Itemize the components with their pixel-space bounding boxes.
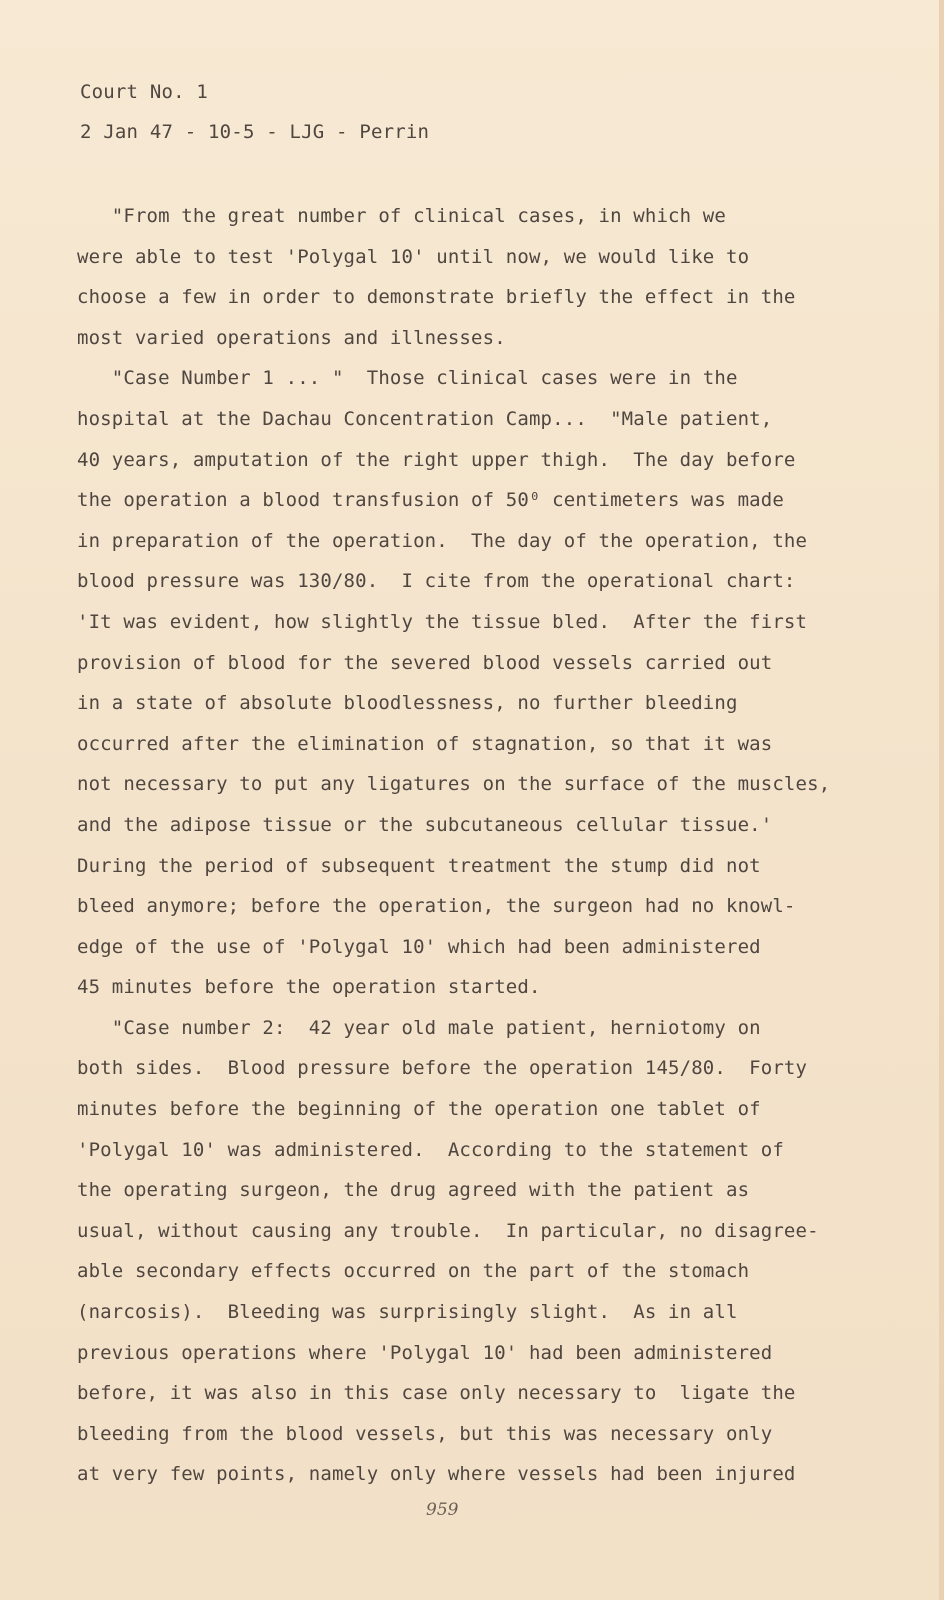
text-line: occurred after the elimination of stagnation, so that it was bbox=[77, 732, 773, 755]
text-line: 45 minutes before the operation started. bbox=[77, 976, 541, 999]
text-line: minutes before the beginning of the operation one tablet of bbox=[77, 1098, 761, 1121]
text-line: blood pressure was 130/80. I cite from the operational chart: bbox=[77, 570, 796, 593]
document-body bbox=[77, 196, 927, 1495]
text-line: 'Polygal 10' was administered. According to the statement of bbox=[77, 1138, 784, 1161]
text-line: the operating surgeon, the drug agreed with the patient as bbox=[77, 1179, 750, 1202]
court-line: Court No. 1 bbox=[80, 81, 209, 103]
text-line: (narcosis). Bleeding was surprisingly slight. As in all bbox=[77, 1301, 738, 1324]
text-line: bleeding from the blood vessels, but this was necessary only bbox=[77, 1422, 773, 1445]
text-line: edge of the use of 'Polygal 10' which had been administered bbox=[77, 935, 761, 958]
text-line: able secondary effects occurred on the part of the stomach bbox=[77, 1260, 750, 1283]
text-line: "From the great number of clinical cases, in which we bbox=[77, 205, 726, 227]
text-line: the operation a blood transfusion of 50⁰ centimeters was made bbox=[77, 489, 784, 512]
text-line: were able to test 'Polygal 10' until now, we would like to bbox=[77, 245, 750, 268]
text-line: not necessary to put any ligatures on the surface of the muscles, bbox=[77, 773, 831, 796]
text-line: During the period of subsequent treatment the stump did not bbox=[77, 854, 761, 877]
text-line: provision of blood for the severed blood vessels carried out bbox=[77, 651, 773, 674]
document-header bbox=[80, 72, 429, 152]
text-line: and the adipose tissue or the subcutaneous cellular tissue.' bbox=[77, 813, 773, 836]
text-line: 'It was evident, how slightly the tissue bled. After the first bbox=[77, 610, 808, 633]
text-line: in a state of absolute bloodlessness, no further bleeding bbox=[77, 692, 738, 715]
page-edge bbox=[939, 0, 944, 1600]
text-line: hospital at the Dachau Concentration Camp... "Male patient, bbox=[77, 407, 773, 430]
text-line: at very few points, namely only where vessels had been injured bbox=[77, 1463, 796, 1486]
text-line: usual, without causing any trouble. In particular, no disagree- bbox=[77, 1219, 819, 1242]
session-line: 2 Jan 47 - 10-5 - LJG - Perrin bbox=[80, 121, 430, 143]
text-line: "Case number 2: 42 year old male patient, herniotomy on bbox=[77, 1016, 761, 1039]
text-line: before, it was also in this case only necessary to ligate the bbox=[77, 1382, 796, 1405]
text-line: "Case Number 1 ... " Those clinical cases were in the bbox=[77, 367, 738, 390]
text-line: 40 years, amputation of the right upper thigh. The day before bbox=[77, 448, 796, 471]
text-line: bleed anymore; before the operation, the surgeon had no knowl- bbox=[77, 895, 796, 918]
text-line: most varied operations and illnesses. bbox=[77, 326, 506, 349]
page-number: 959 bbox=[426, 1500, 459, 1520]
text-line: choose a few in order to demonstrate briefly the effect in the bbox=[77, 286, 796, 309]
text-line: previous operations where 'Polygal 10' had been administered bbox=[77, 1341, 773, 1364]
text-line: both sides. Blood pressure before the operation 145/80. Forty bbox=[77, 1057, 808, 1080]
text-line: in preparation of the operation. The day of the operation, the bbox=[77, 529, 808, 552]
